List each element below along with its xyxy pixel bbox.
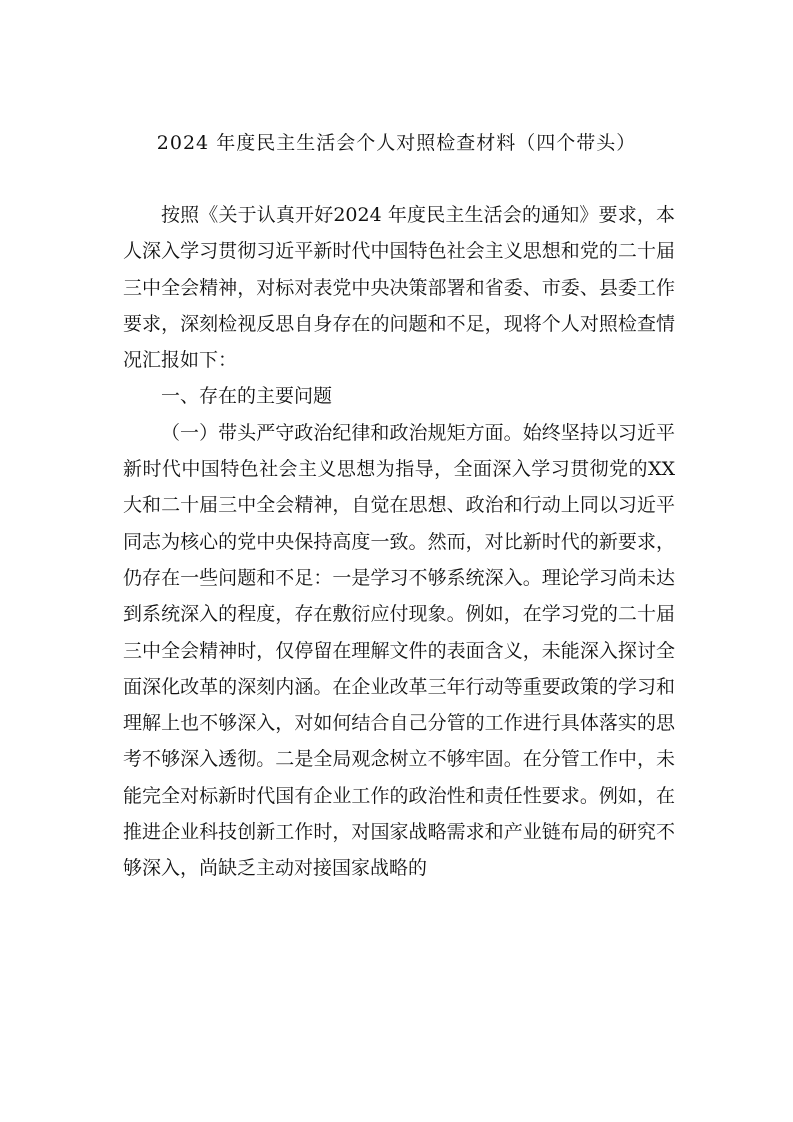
document-title: 2024 年度民主生活会个人对照检查材料（四个带头） <box>156 132 637 154</box>
section-paragraph: （一）带头严守政治纪律和政治规矩方面。始终坚持以习近平新时代中国特色社会主义思想为指导，全面深入学习贯彻党的XX 大和二十届三中全会精神，自觉在思想、政治和行动上同以习近平同志为核心的党中央保持高度一致。然而，对比新时代的新要求，仍存在一些问题和不足：一是学习不够系统深入。理论学习尚未达到系统深入的程度，存在敷衍应付现象。例如，在学习党的二十届三中全会精神时，仅停留在理解文件的表面含义，未能深入探讨全面深化改革的深刻内涵。在企业改革三年行动等重要政策的学习和理解上也不够深入，对如何结合自己分管的工作进行具体落实的思考不够深入透彻。二是全局观念树立不够牢固。在分管工作中，未能完全对标新时代国有企业工作的政治性和责任性要求。例如，在推进企业科技创新工作时，对国家战略需求和产业链布局的研究不够深入，尚缺乏主动对接国家战略的 <box>123 421 675 880</box>
document-body <box>123 197 675 887</box>
intro-paragraph: 按照《关于认真开好2024 年度民主生活会的通知》要求，本人深入学习贯彻习近平新时代中国特色社会主义思想和党的二十届三中全会精神，对标对表党中央决策部署和省委、市委、县委工作要求，深刻检视反思自身存在的问题和不足，现将个人对照检查情况汇报如下： <box>123 204 675 372</box>
section-heading: 一、存在的主要问题 <box>161 385 333 408</box>
